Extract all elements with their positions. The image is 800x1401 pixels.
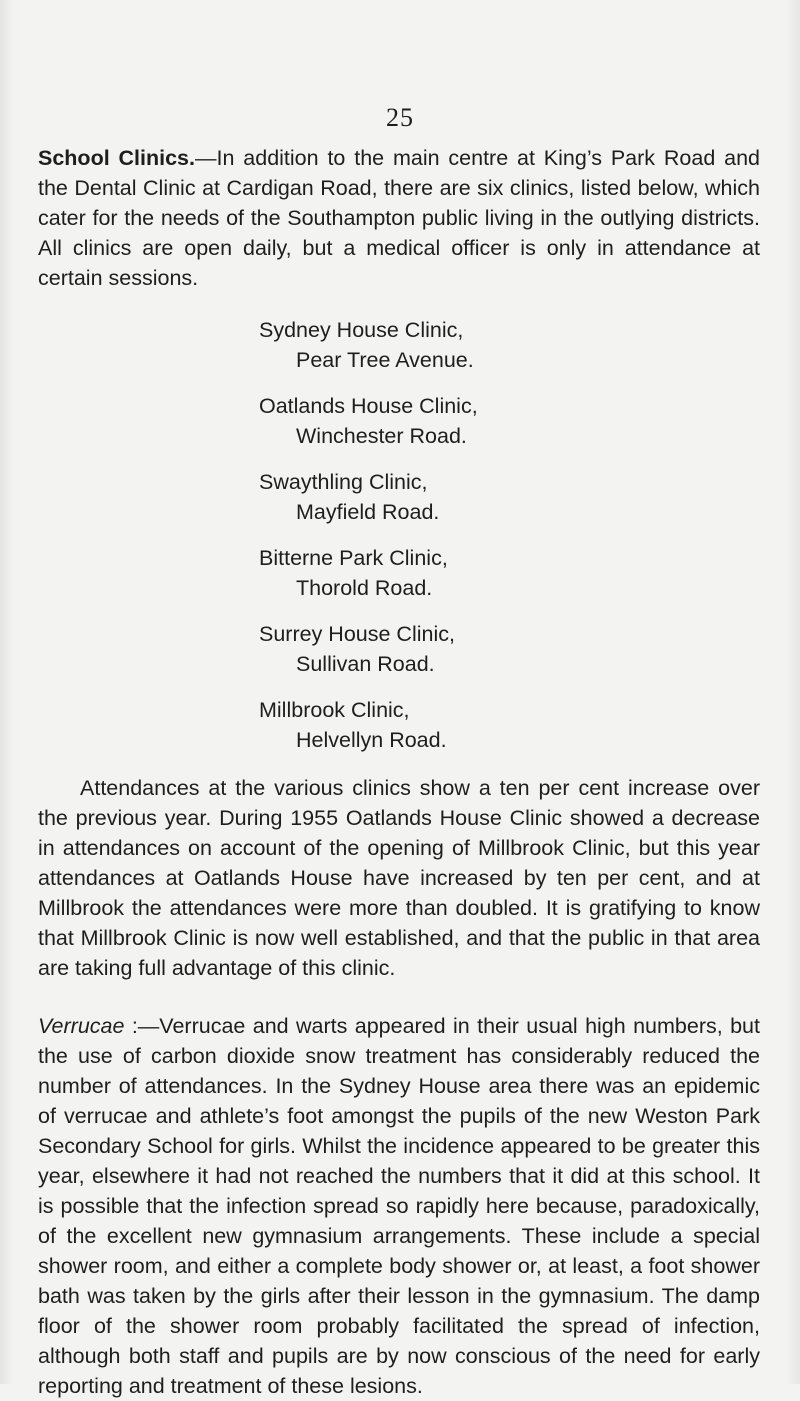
clinic-entry <box>259 315 760 375</box>
clinic-address: Thorold Road. <box>296 576 433 600</box>
clinic-address: Winchester Road. <box>296 424 467 448</box>
clinic-address: Helvellyn Road. <box>296 728 447 752</box>
clinic-name: Bitterne Park Clinic, <box>259 546 448 570</box>
page-edge-left <box>0 0 14 1384</box>
clinic-entry <box>259 619 760 679</box>
page-body <box>38 143 760 1401</box>
clinic-name: Surrey House Clinic, <box>259 622 455 646</box>
clinic-entry <box>259 391 760 451</box>
page-number: 25 <box>386 103 414 132</box>
school-clinics-heading: School Clinics. <box>38 146 195 170</box>
clinic-address: Sullivan Road. <box>296 652 435 676</box>
page-edge-right <box>786 0 800 1384</box>
clinic-address: Pear Tree Avenue. <box>296 348 474 372</box>
verrucae-text: :—Verrucae and warts appeared in their usual high numbers, but the use of carbon dioxide snow treatment has considerably reduced the number of attendances. In the Sydney House area there was an epidemic of verrucae and athlete’s foot amongst the pupils of the new Weston Park Secondary School for girls. Whilst the incidence appeared to be greater this year, elsewhere it had not reached the numbers that it did at this school. It is possible that the infection spread so rapidly here because, paradoxically, of the excellent new gymnasium arrangements. These include a special shower room, and either a complete body shower or, at least, a foot shower bath was taken by the girls after their lesson in the gymnasium. The damp floor of the shower room probably facilitated the spread of infection, although both staff and pupils are by now conscious of the need for early reporting and treatment of these lesions. <box>38 1014 760 1398</box>
clinic-name: Millbrook Clinic, <box>259 698 410 722</box>
clinic-name: Oatlands House Clinic, <box>259 394 478 418</box>
school-clinics-text: —In addition to the main centre at King’s Park Road and the Dental Clinic at Cardigan Road, there are six clinics, listed below, which cater for the needs of the Southampton public living in the outlying districts. All clinics are open daily, but a medical officer is only in attendance at certain sessions. <box>38 146 760 290</box>
clinic-name: Sydney House Clinic, <box>259 318 464 342</box>
clinic-entry <box>259 467 760 527</box>
clinic-entry <box>259 695 760 755</box>
verrucae-paragraph <box>38 1011 760 1401</box>
verrucae-heading: Verrucae <box>38 1014 125 1038</box>
clinic-list <box>38 315 760 755</box>
clinic-entry <box>259 543 760 603</box>
clinic-address: Mayfield Road. <box>296 500 440 524</box>
clinic-name: Swaythling Clinic, <box>259 470 428 494</box>
school-clinics-paragraph <box>38 143 760 293</box>
attendances-paragraph: Attendances at the various clinics show a ten per cent increase over the previous year. During 1955 Oatlands House Clinic showed a decrease in attendances on account of the opening of Millbrook Clinic, but this year attendances at Oatlands House have increased by ten per cent, and at Millbrook the attendances were more than doubled. It is gratifying to know that Millbrook Clinic is now well established, and that the public in that area are taking full advantage of this clinic. <box>38 776 760 980</box>
